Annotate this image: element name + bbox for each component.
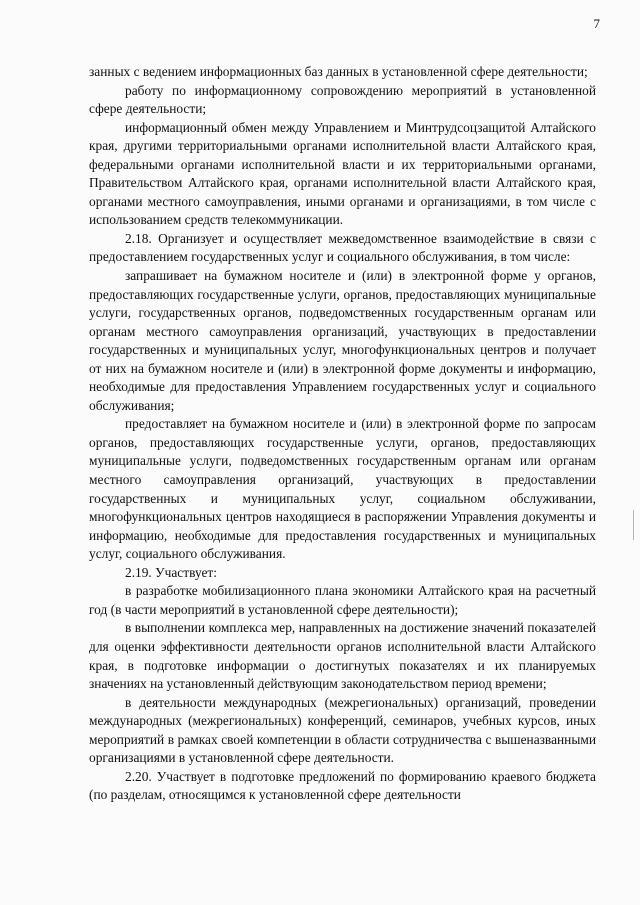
paragraph: в деятельности международных (межрегиональных) организаций, проведении международных (межрегиональных) конференций, семинаров, учебных курсов, иных мероприятий в рамках своей компетенции в области сотрудничества с вышеназванными организациями в установленной сфере деятельности. xyxy=(89,694,596,766)
paragraph: запрашивает на бумажном носителе и (или) в электронной форме у органов, предоставляющих государственные услуги, органов, предоставляющих муниципальные услуги, государственных органов, подведомственных государственным органам или органам местного самоуправления организаций, участвующих в предоставлении государственных и муниципальных услуг, многофункциональных центров и получает от них на бумажном носителе и (или) в электронной форме документы и информацию, необходимые для предоставления Управлением государственных услуг и социального обслуживания; xyxy=(89,268,596,413)
document-body xyxy=(89,63,596,805)
paragraph: в выполнении комплекса мер, направленных на достижение значений показателей для оценки эффективности деятельности органов исполнительной власти Алтайского края, в подготовке информации о достигнутых показателях и их планируемых значениях на установленный действующим законодательством период времени; xyxy=(89,620,596,692)
paragraph: работу по информационному сопровождению мероприятий в установленной сфере деятельности; xyxy=(89,82,596,117)
paragraph: в разработке мобилизационного плана экономики Алтайского края на расчетный год (в части мероприятий в установленной сфере деятельности); xyxy=(89,583,596,617)
paragraph: информационный обмен между Управлением и Минтрудсоцзащитой Алтайского края, другими территориальными органами исполнительной власти Алтайского края, федеральными органами исполнительной власти и их территориальными органами, Правительством Алтайского края, органами исполнительной власти Алтайского края, органами местного самоуправления, иными органами и организациями, в том числе с использованием средств телекоммуникации. xyxy=(89,119,596,228)
scan-edge-mark xyxy=(633,510,634,540)
paragraph: занных с ведением информационных баз данных в установленной сфере деятельности; xyxy=(89,64,588,79)
paragraph: предоставляет на бумажном носителе и (или) в электронной форме по запросам органов, предоставляющих государственные услуги, органов, предоставляющих муниципальные услуги, подведомственных государственным органам или органам местного самоуправления организаций, участвующих в предоставлении государственных и муниципальных услуг, социальном обслуживании, многофункциональных центров находящиеся в распоряжении Управления документы и информацию, необходимые для предоставления государственных и муниципальных услуг, социального обслуживания. xyxy=(89,416,596,562)
paragraph: 2.20. Участвует в подготовке предложений по формированию краевого бюджета (по разделам, относящимся к установленной сфере деятельности xyxy=(89,768,596,803)
paragraph: 2.19. Участвует: xyxy=(125,564,217,580)
page-number: 7 xyxy=(593,16,600,31)
paragraph: 2.18. Организует и осуществляет межведомственное взаимодействие в связи с предоставлением государственных услуг и социального обслуживания, в том числе: xyxy=(89,230,596,265)
